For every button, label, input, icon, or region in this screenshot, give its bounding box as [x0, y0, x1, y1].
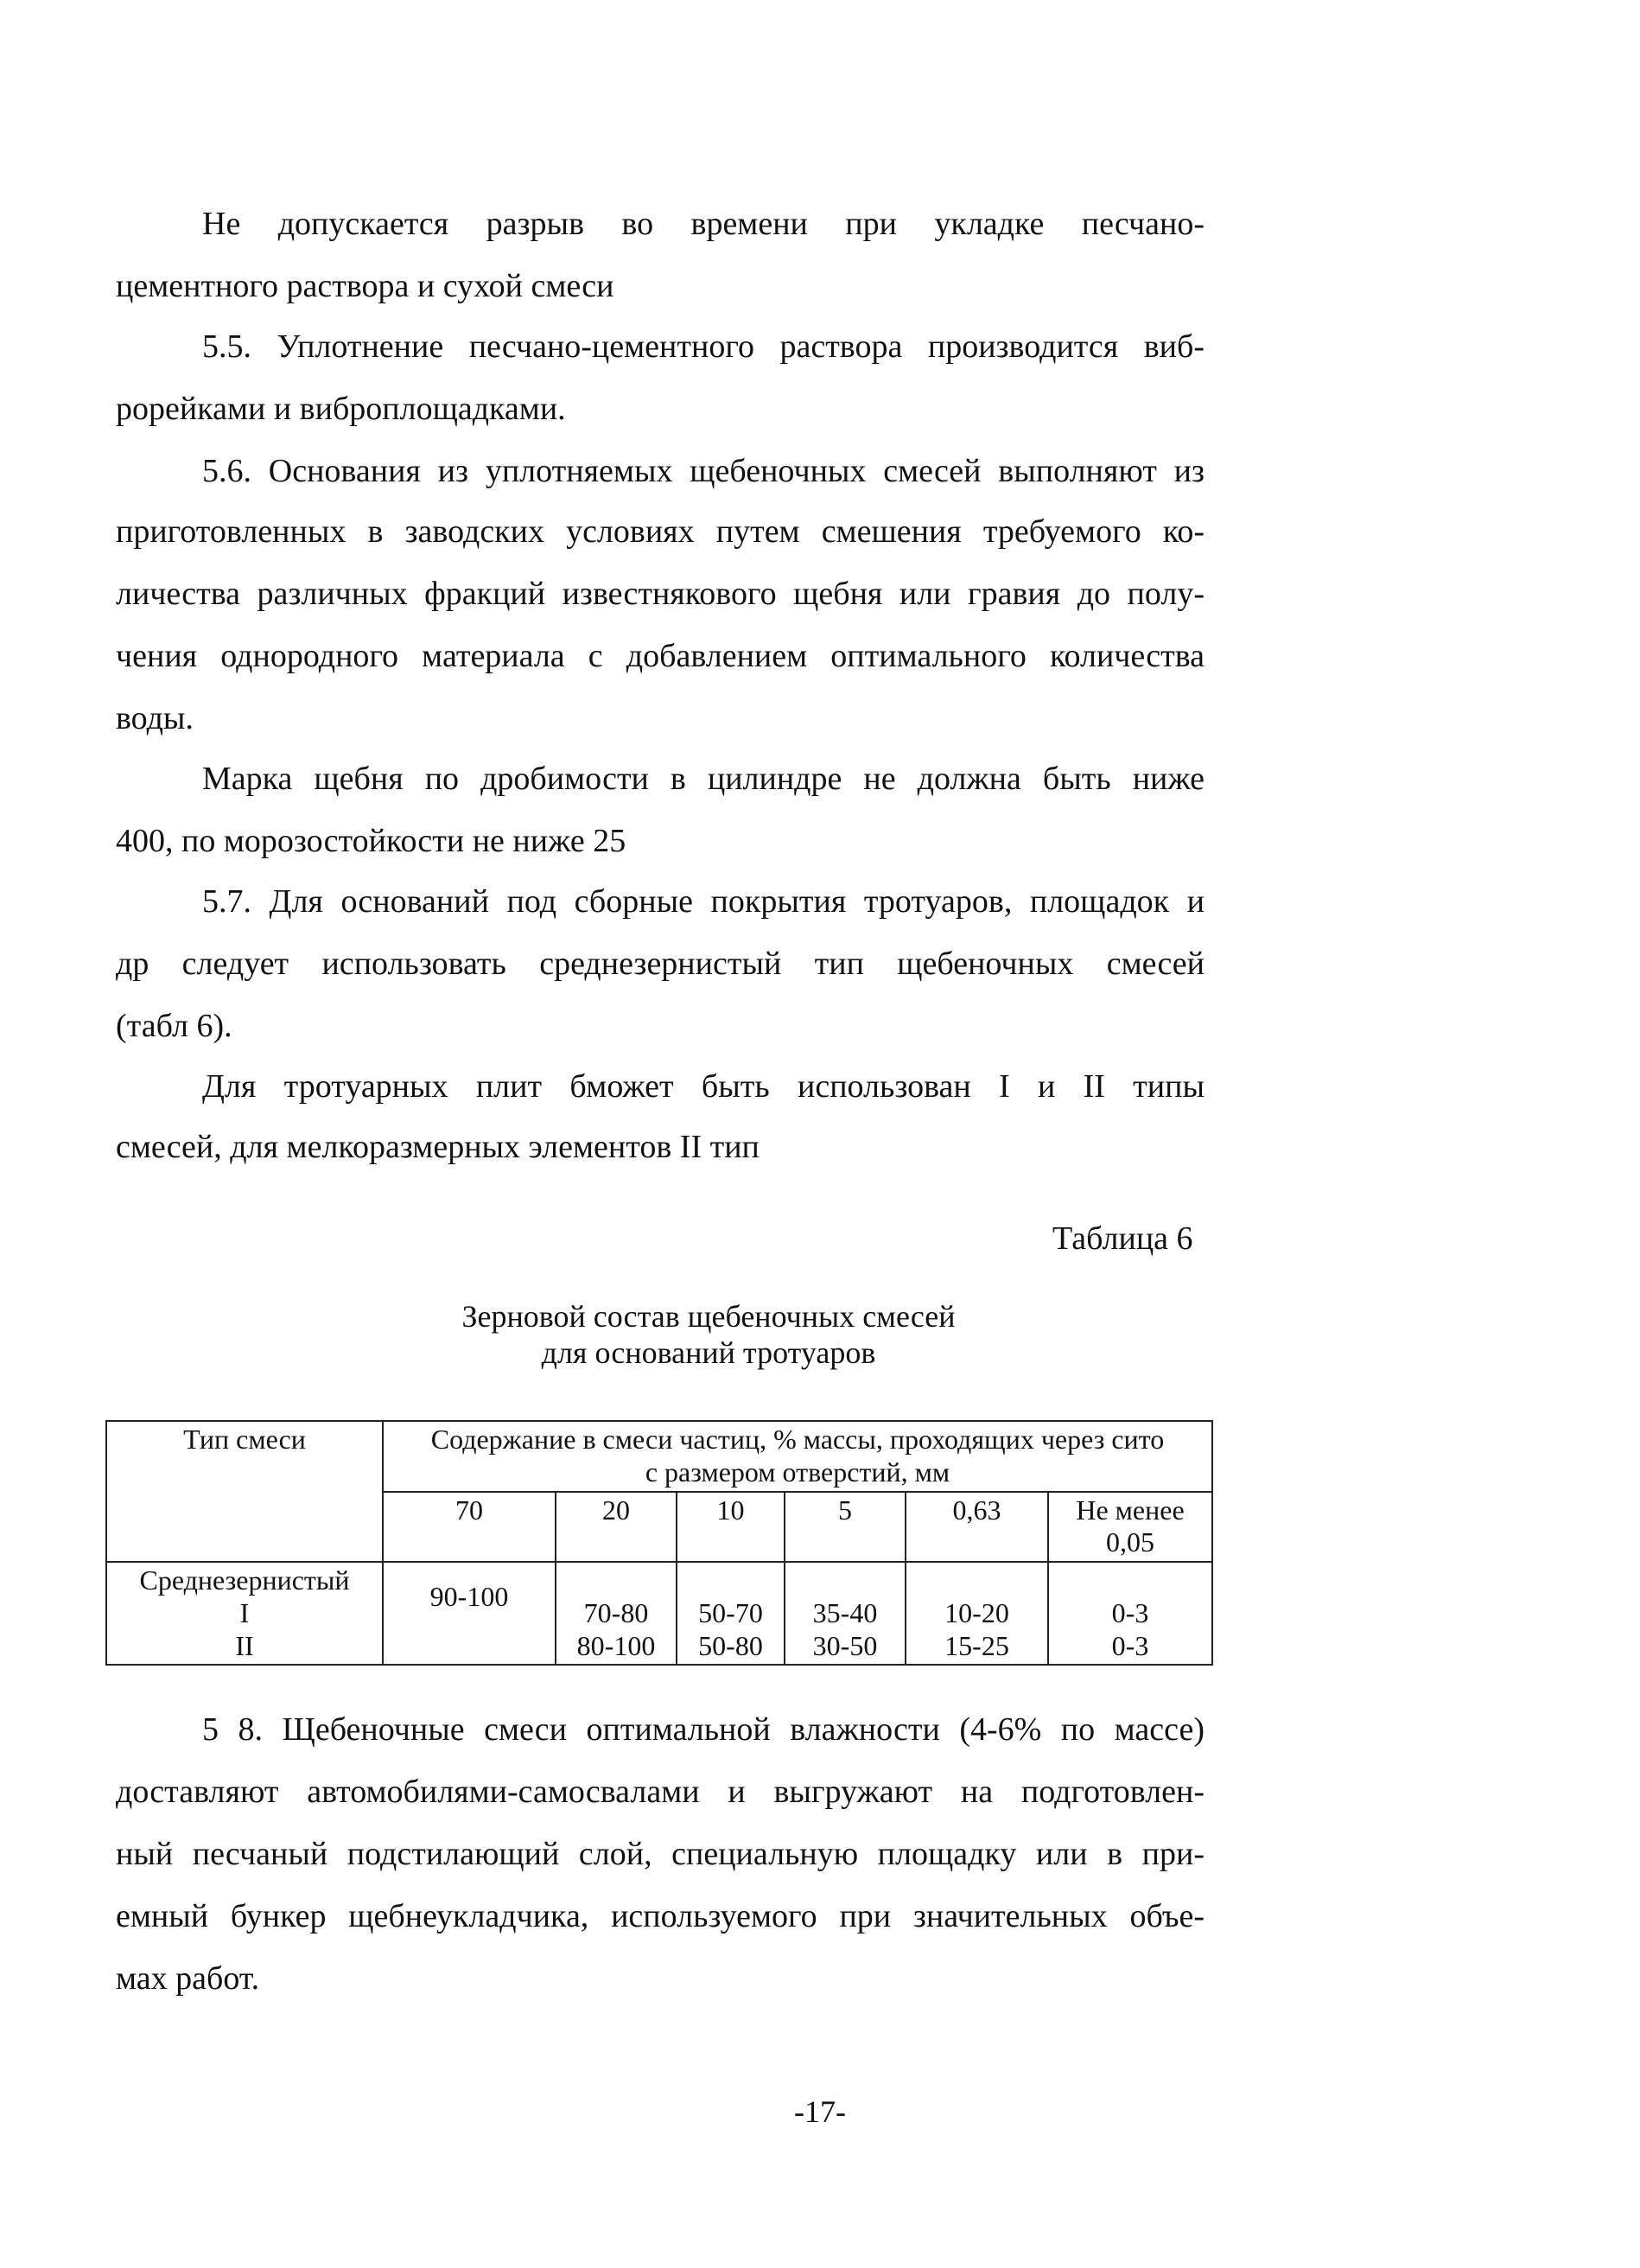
- type-header-cell: Тип смеси: [106, 1421, 383, 1562]
- value-cell: [1048, 1562, 1212, 1665]
- paragraph-line: 5 8. Щебеночные смеси оптимальной влажности (4-6% по массе): [202, 1711, 1205, 1748]
- paragraph-line: доставляют автомобилями-самосвалами и выгружают на подготовлен-: [116, 1774, 1205, 1810]
- value-text: 35-40: [812, 1596, 878, 1628]
- paragraph-line: цементного раствора и сухой смеси: [116, 268, 614, 304]
- value-cell: [383, 1562, 556, 1665]
- sieve-size-cell: 0,63: [906, 1492, 1048, 1563]
- type-label: II: [235, 1629, 254, 1661]
- content-header-line: Содержание в смеси частиц, % массы, проходящих через сито: [430, 1424, 1165, 1455]
- paragraph-line: емный бункер щебнеукладчика, используемого при значительных объе-: [116, 1898, 1205, 1934]
- value-cell: [785, 1562, 906, 1665]
- table-row: [106, 1562, 1212, 1665]
- type-cell: [106, 1562, 383, 1665]
- sieve-size-cell: 20: [556, 1492, 677, 1563]
- sieve-size-cell: 70: [383, 1492, 556, 1563]
- value-text: 70-80: [583, 1596, 649, 1628]
- type-label: I: [239, 1596, 250, 1628]
- paragraph-line: рорейками и виброплощадками.: [116, 391, 566, 427]
- paragraph-line: 5.7. Для оснований под сборные покрытия тротуаров, площадок и: [202, 883, 1205, 920]
- value-cell: [677, 1562, 785, 1665]
- value-text: 15-25: [944, 1629, 1009, 1661]
- table-title-line: для оснований тротуаров: [541, 1335, 876, 1371]
- paragraph-line: мах работ.: [116, 1960, 260, 1997]
- value-cell: [556, 1562, 677, 1665]
- paragraph-line: чения однородного материала с добавлением оптимального количества: [116, 638, 1205, 674]
- page-number: -17-: [794, 2094, 846, 2129]
- sieve-size-cell: Не менее 0,05: [1048, 1492, 1212, 1563]
- sieve-size-cell: 10: [677, 1492, 785, 1563]
- paragraph-line: Для тротуарных плит бможет быть использован I и II типы: [202, 1068, 1205, 1105]
- table-label: Таблица 6: [1052, 1220, 1193, 1257]
- table-title: [346, 1298, 1071, 1372]
- paragraph-line: личества различных фракций известнякового щебня или гравия до полу-: [116, 576, 1205, 612]
- paragraph-line: ный песчаный подстилающий слой, специальную площадку или в при-: [116, 1836, 1205, 1872]
- table-title-line: Зерновой состав щебеночных смесей: [461, 1299, 956, 1334]
- value-cell: [906, 1562, 1048, 1665]
- grain-composition-table: [105, 1420, 1213, 1666]
- value-text: 50-70: [698, 1596, 763, 1628]
- value-text: 30-50: [812, 1629, 878, 1661]
- paragraph-line: 5.5. Уплотнение песчано-цементного раствора производится виб-: [202, 328, 1205, 365]
- value-text: [387, 1614, 551, 1647]
- value-text: 90-100: [429, 1580, 509, 1612]
- paragraph-line: смесей, для мелкоразмерных элементов II тип: [116, 1129, 760, 1165]
- paragraph-line: (табл 6).: [116, 1008, 232, 1044]
- paragraph-line: приготовленных в заводских условиях путем смешения требуемого ко-: [116, 513, 1205, 550]
- paragraph-line: воды.: [116, 700, 194, 736]
- paragraph-line: др следует использовать среднезернистый тип щебеночных смесей: [116, 946, 1205, 982]
- value-text: 50-80: [698, 1629, 763, 1661]
- value-text: 10-20: [944, 1596, 1009, 1628]
- content-header-cell: [383, 1421, 1212, 1492]
- paragraph-line: Марка щебня по дробимости в цилиндре не должна быть ниже: [202, 761, 1205, 797]
- value-text: 80-100: [576, 1629, 656, 1661]
- paragraph-line: 5.6. Основания из уплотняемых щебеночных смесей выполняют из: [202, 453, 1205, 489]
- paragraph-line: Не допускается разрыв во времени при укладке песчано-: [202, 206, 1205, 242]
- value-text: 0-3: [1111, 1629, 1149, 1661]
- content-header-line: с размером отверстий, мм: [645, 1456, 950, 1488]
- group-label: Среднезернистый: [139, 1564, 350, 1596]
- table-header-row: [106, 1421, 1212, 1492]
- sieve-size-cell: 5: [785, 1492, 906, 1563]
- paragraph-line: 400, по морозостойкости не ниже 25: [116, 823, 626, 859]
- value-text: 0-3: [1111, 1596, 1149, 1628]
